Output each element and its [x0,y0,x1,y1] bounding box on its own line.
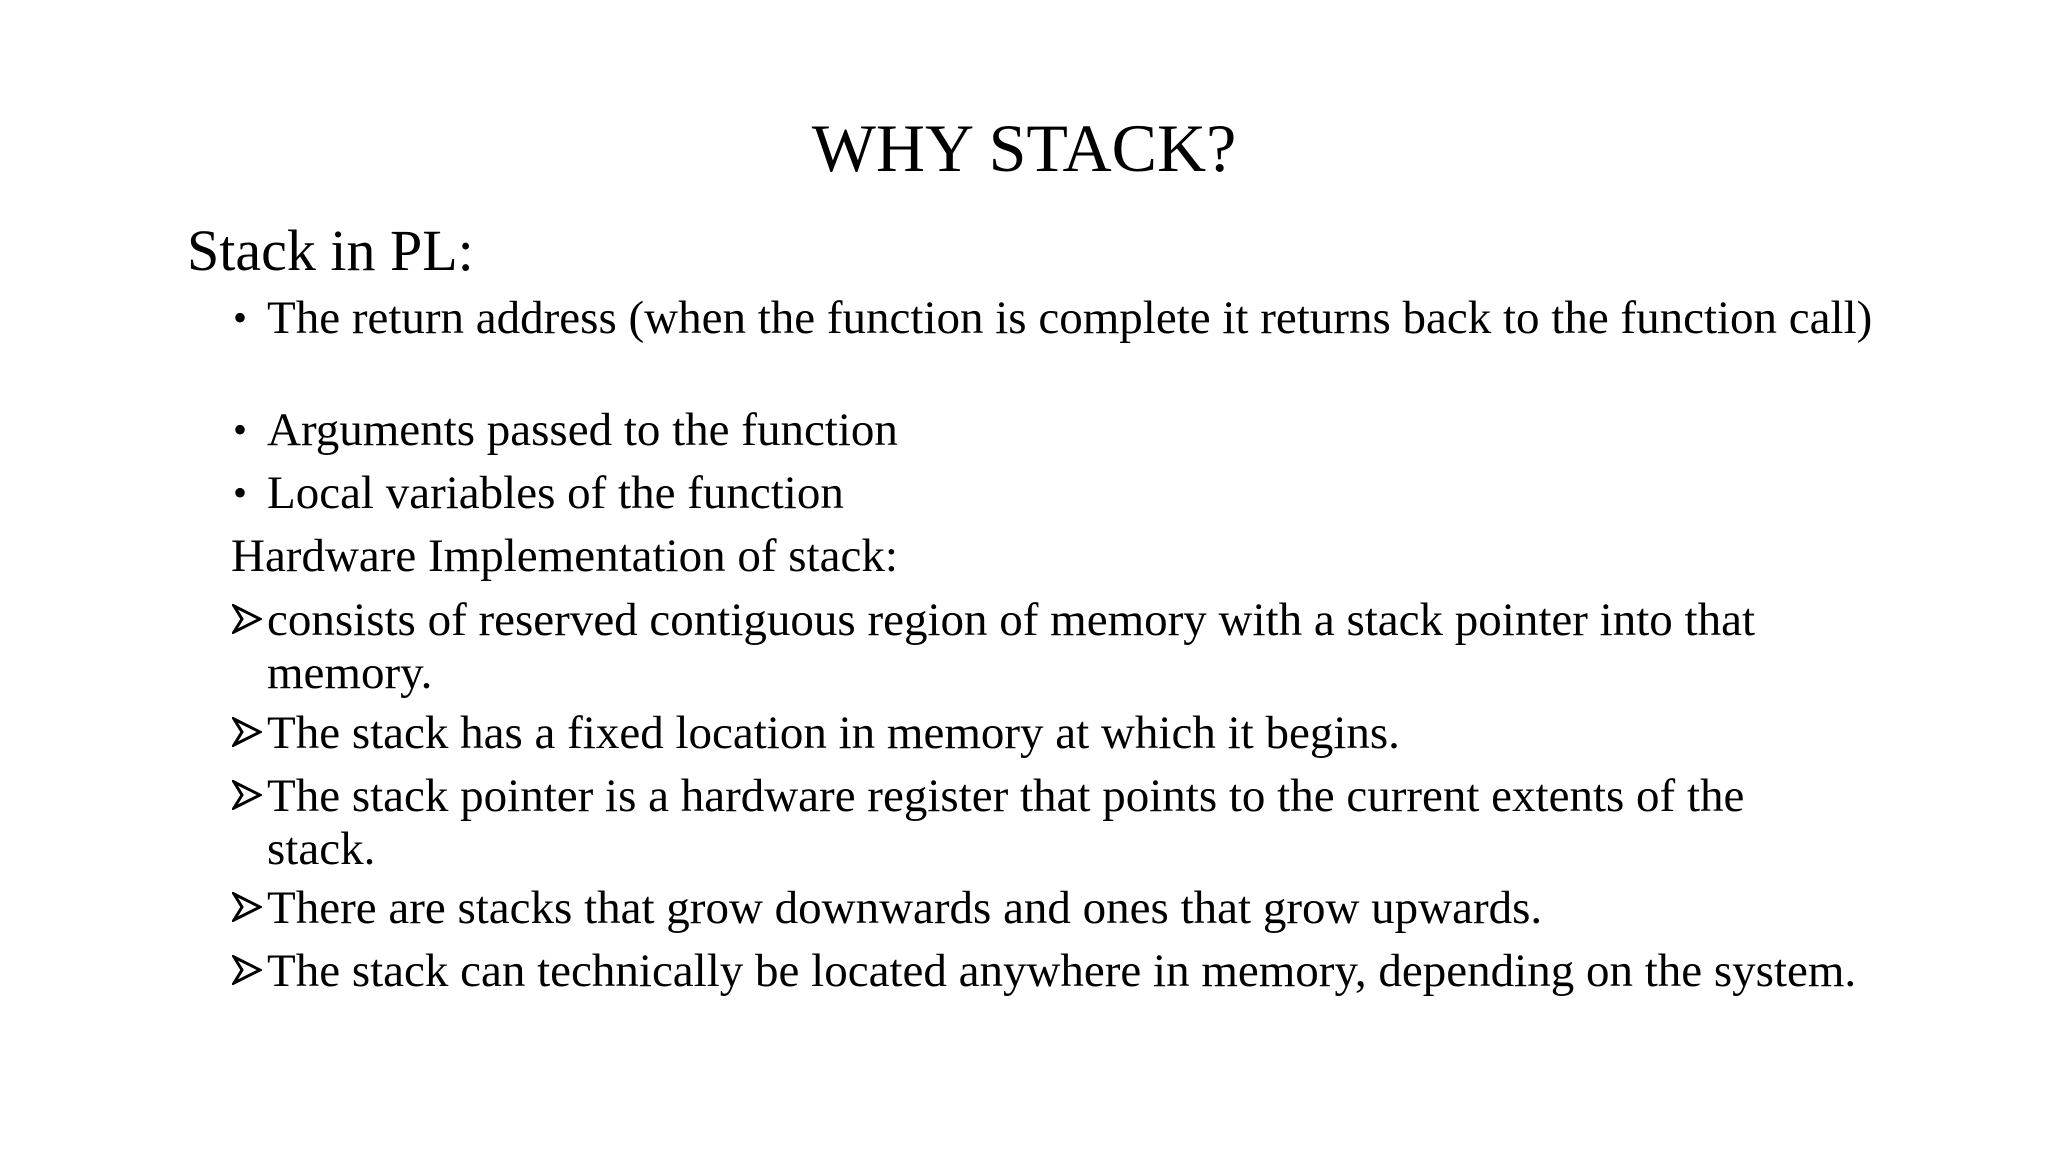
bullet-item-text: The return address (when the function is complete it returns back to the function call) [267,292,1873,344]
bullet-dot-icon: • [233,295,248,340]
bullet-item-text: Arguments passed to the function [267,404,898,456]
bullet-dot-icon: • [233,470,248,515]
bullet-item-text: Local variables of the function [267,467,844,519]
arrow-bullet-item-text: There are stacks that grow downwards and ones that grow upwards. [267,882,1543,934]
arrow-bullet-item [230,770,1847,875]
arrow-bullet-item-text: The stack can technically be located anywhere in memory, depending on the system. [267,945,1857,997]
arrowhead-bullet-icon [232,780,262,810]
bullet-dot-icon: • [233,407,248,452]
arrow-bullet-item-text: The stack pointer is a hardware register that points to the current extents of the stack. [267,770,1745,875]
arrowhead-bullet-icon [232,604,262,634]
arrow-bullet-item [230,882,1987,935]
section-heading-hardware: Hardware Implementation of stack: [231,530,898,582]
slide-title: WHY STACK? [811,110,1237,186]
arrowhead-bullet-icon [232,955,262,985]
arrowhead-bullet-icon [232,717,262,747]
arrowhead-bullet-icon [232,892,262,922]
bullet-item [230,292,1887,345]
arrow-bullet-item [230,594,1867,699]
arrow-bullet-item [230,945,2027,998]
section-heading-stack-in-pl: Stack in PL: [187,218,474,283]
bullet-item [230,467,1987,520]
arrow-bullet-item-text: consists of reserved contiguous region of memory with a stack pointer into that memory. [267,594,1756,699]
arrow-bullet-item [230,707,1987,760]
arrow-bullet-item-text: The stack has a fixed location in memory at which it begins. [267,707,1400,759]
bullet-item [230,404,1987,457]
